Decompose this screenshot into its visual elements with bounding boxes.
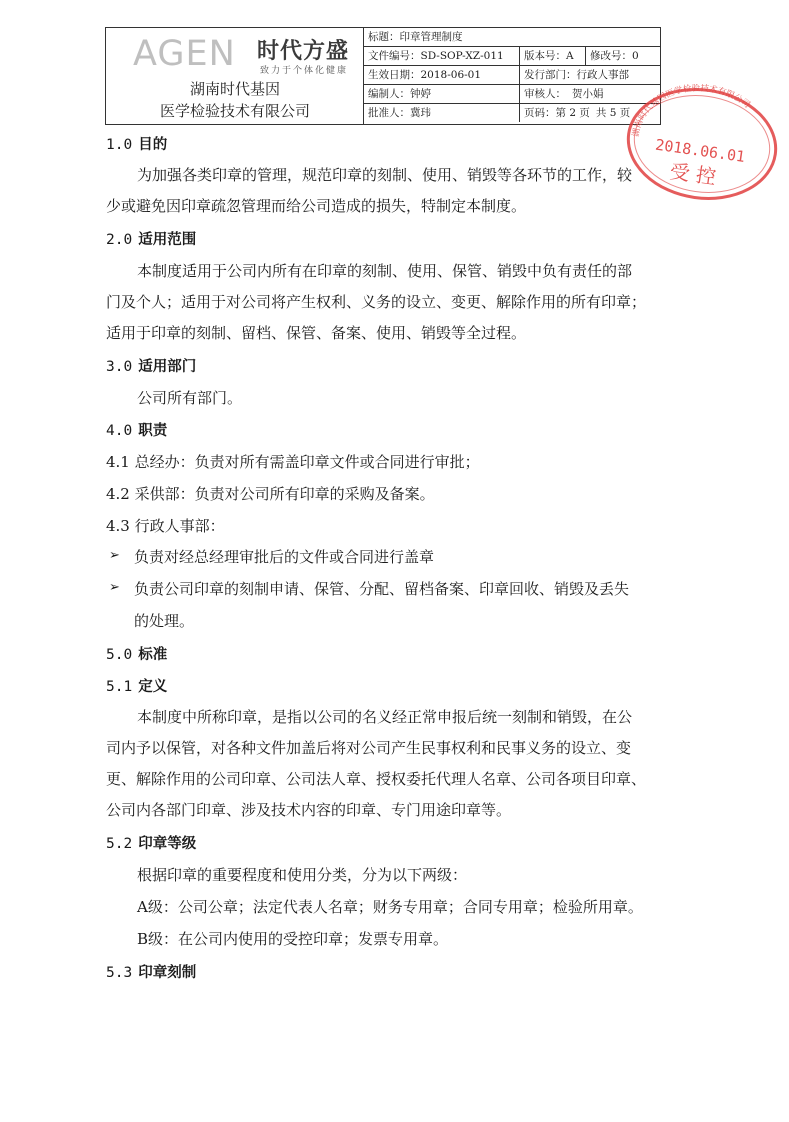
section-4-heading: [106, 419, 167, 440]
author: 编制人：钟婷: [364, 85, 520, 103]
section-4-1: 4.1 总经办：负责对所有需盖印章文件或合同进行审批；: [106, 453, 480, 471]
brand-name: 时代方盛: [257, 39, 350, 64]
section-5-heading: [106, 643, 167, 664]
section-2-title: 适用范围: [138, 232, 197, 248]
section-5-number: 5.0: [106, 647, 133, 663]
approver: 批准人：冀玮: [364, 104, 520, 122]
section-5-title: 标准: [138, 647, 168, 663]
section-4-3-bullet2: 负责公司印章的刻制申请、保管、分配、留档备案、印章回收、销毁及丢失: [134, 580, 630, 598]
section-5-1-heading: [106, 675, 167, 696]
reviewer-label: 审核人：: [524, 88, 566, 100]
section-4-number: 4.0: [106, 423, 133, 439]
stamp-label: 受 控: [668, 158, 718, 190]
section-1-heading: [106, 133, 167, 154]
section-5-1-para-line1: 本制度中所称印章，是指以公司的名义经正常申报后统一刻制和销毁，在公: [137, 708, 633, 726]
section-5-2-number: 5.2: [106, 836, 133, 852]
section-5-1-para-line4: 公司内各部门印章、涉及技术内容的印章、专门用途印章等。: [106, 801, 512, 819]
doc-number: 文件编号：SD-SOP-XZ-011: [364, 47, 520, 65]
company-name-line1: 湖南时代基因: [189, 80, 280, 98]
section-3-heading: [106, 355, 196, 376]
section-5-1-number: 5.1: [106, 679, 133, 695]
section-3-para: 公司所有部门。: [137, 389, 243, 407]
section-5-2-title: 印章等级: [138, 836, 197, 852]
section-2-para-line2: 门及个人；适用于对公司将产生权利、义务的设立、变更、解除作用的所有印章；: [106, 293, 647, 311]
stamp-ring-text: 湖南时代基因医学检验技术有限公司: [631, 84, 752, 138]
section-5-3-heading: [106, 961, 196, 982]
section-4-title: 职责: [138, 423, 168, 439]
section-5-3-number: 5.3: [106, 965, 133, 981]
page-total: 共 5 页: [595, 107, 631, 119]
company-name-line2: 医学检验技术有限公司: [159, 102, 310, 120]
section-1-title: 目的: [138, 137, 168, 153]
section-4-3-bullet2-cont: 的处理。: [134, 612, 195, 630]
page-current: 第 2 页: [555, 107, 590, 119]
section-1-para-line2: 少或避免因印章疏忽管理而给公司造成的损失，特制定本制度。: [106, 197, 527, 215]
stamp-date: 2018.06.01: [654, 135, 747, 167]
section-2-para-line1: 本制度适用于公司内所有在印章的刻制、使用、保管、销毁中负有责任的部: [137, 262, 633, 280]
section-2-number: 2.0: [106, 232, 133, 248]
section-5-2-level-a: A级：公司公章；法定代表人名章；财务专用章；合同专用章；检验所用章。: [137, 898, 643, 916]
version-number: 版本号：A: [520, 47, 586, 65]
reviewer-name: 贺小娟: [572, 88, 604, 100]
section-5-1-para-line3: 更、解除作用的公司印章、公司法人章、授权委托代理人名章、公司各项目印章、: [106, 770, 647, 788]
section-1-number: 1.0: [106, 137, 133, 153]
section-5-1-para-line2: 司内予以保管，对各种文件加盖后将对公司产生民事权利和民事义务的设立、变: [106, 739, 632, 757]
bullet-arrow-icon: ➢: [109, 548, 120, 563]
section-3-number: 3.0: [106, 359, 133, 375]
logo-agen-text: AGEN: [133, 34, 236, 74]
section-4-3: 4.3 行政人事部：: [106, 517, 225, 535]
page-label: 页码：: [524, 107, 556, 119]
doc-title: 标题：印章管理制度: [368, 31, 463, 43]
section-5-1-title: 定义: [138, 679, 168, 695]
brand-slogan: 致力于个体化健康: [260, 66, 349, 76]
revision-number: 修改号：0: [590, 50, 639, 62]
bullet-arrow-icon: ➢: [109, 580, 120, 595]
section-2-heading: [106, 228, 196, 249]
effective-date: 生效日期：2018-06-01: [364, 66, 520, 84]
section-5-2-heading: [106, 832, 196, 853]
section-4-3-bullet1: 负责对经总经理审批后的文件或合同进行盖章: [134, 548, 435, 566]
issuing-dept: 发行部门：行政人事部: [524, 69, 629, 81]
section-3-title: 适用部门: [138, 359, 197, 375]
section-2-para-line3: 适用于印章的刻制、留档、保管、备案、使用、销毁等全过程。: [106, 324, 527, 342]
section-5-2-para: 根据印章的重要程度和使用分类，分为以下两级：: [137, 866, 468, 884]
section-5-2-level-b: B级：在公司内使用的受控印章；发票专用章。: [137, 930, 449, 948]
section-4-2: 4.2 采供部：负责对公司所有印章的采购及备案。: [106, 485, 435, 503]
section-5-3-title: 印章刻制: [138, 965, 197, 981]
section-1-para-line1: 为加强各类印章的管理，规范印章的刻制、使用、销毁等各环节的工作，较: [137, 166, 633, 184]
